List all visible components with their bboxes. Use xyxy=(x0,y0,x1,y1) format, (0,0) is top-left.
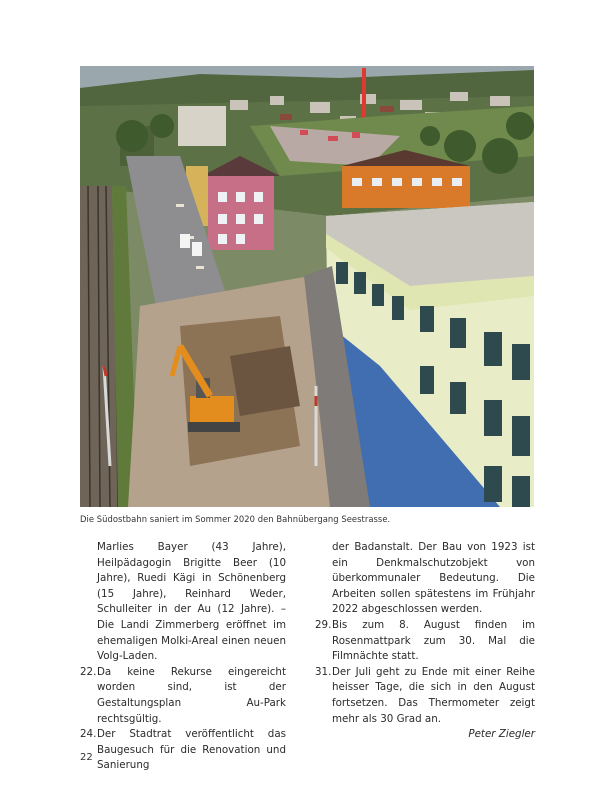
entry-text: Der Stadtrat veröffentlicht das Baugesuch für die Renovation und Sanierung xyxy=(97,728,286,772)
right-column xyxy=(315,540,535,743)
page-number: 22 xyxy=(80,752,93,763)
entry-day: 29. xyxy=(315,618,332,631)
chronicle-entry xyxy=(80,665,286,727)
entry-day: 31. xyxy=(315,665,332,678)
entry-text: Da keine Rekurse eingereicht worden sind, ist der Gestaltungsplan Au-Park rechtsgültig. xyxy=(97,665,286,725)
entry-text: Marlies Bayer (43 Jahre), Heilpädagogin Brigitte Beer (10 Jahre), Ruedi Kägi in Schönenberg (15 Jahre), Reinhard Weder, Schulleiter in der Au (12 Jahre). – Die Landi Zimmerberg eröffnet im ehemaligen Molki-Areal einen neuen Volg-Laden. xyxy=(97,541,286,663)
author-signature: Peter Ziegler xyxy=(468,728,535,741)
photo-illustration xyxy=(80,66,534,507)
chronicle-entry xyxy=(315,618,535,665)
left-column xyxy=(80,540,286,774)
chronicle-entry xyxy=(80,727,286,774)
entry-text: der Badanstalt. Der Bau von 1923 ist ein Denkmalschutzobjekt von überkommunaler Bedeutung. Die Arbeiten sollen spätestens im Frühjahr 2022 abgeschlossen werden. xyxy=(332,541,535,616)
chronicle-entry xyxy=(315,540,535,618)
aerial-photo xyxy=(80,66,534,507)
entry-day: 24. xyxy=(80,728,97,741)
entry-day: 22. xyxy=(80,665,97,678)
chronicle-entry xyxy=(80,540,286,665)
entry-text: Bis zum 8. August finden im Rosenmattpark zum 30. Mal die Filmnächte statt. xyxy=(332,618,535,663)
entry-text: Der Juli geht zu Ende mit einer Reihe heisser Tage, die sich in den August fortsetzen. Das Thermometer zeigt mehr als 30 Grad an. xyxy=(332,665,535,725)
chronicle-entry xyxy=(315,665,535,727)
photo-caption: Die Südostbahn saniert im Sommer 2020 den Bahnübergang Seestrasse. xyxy=(80,514,391,524)
